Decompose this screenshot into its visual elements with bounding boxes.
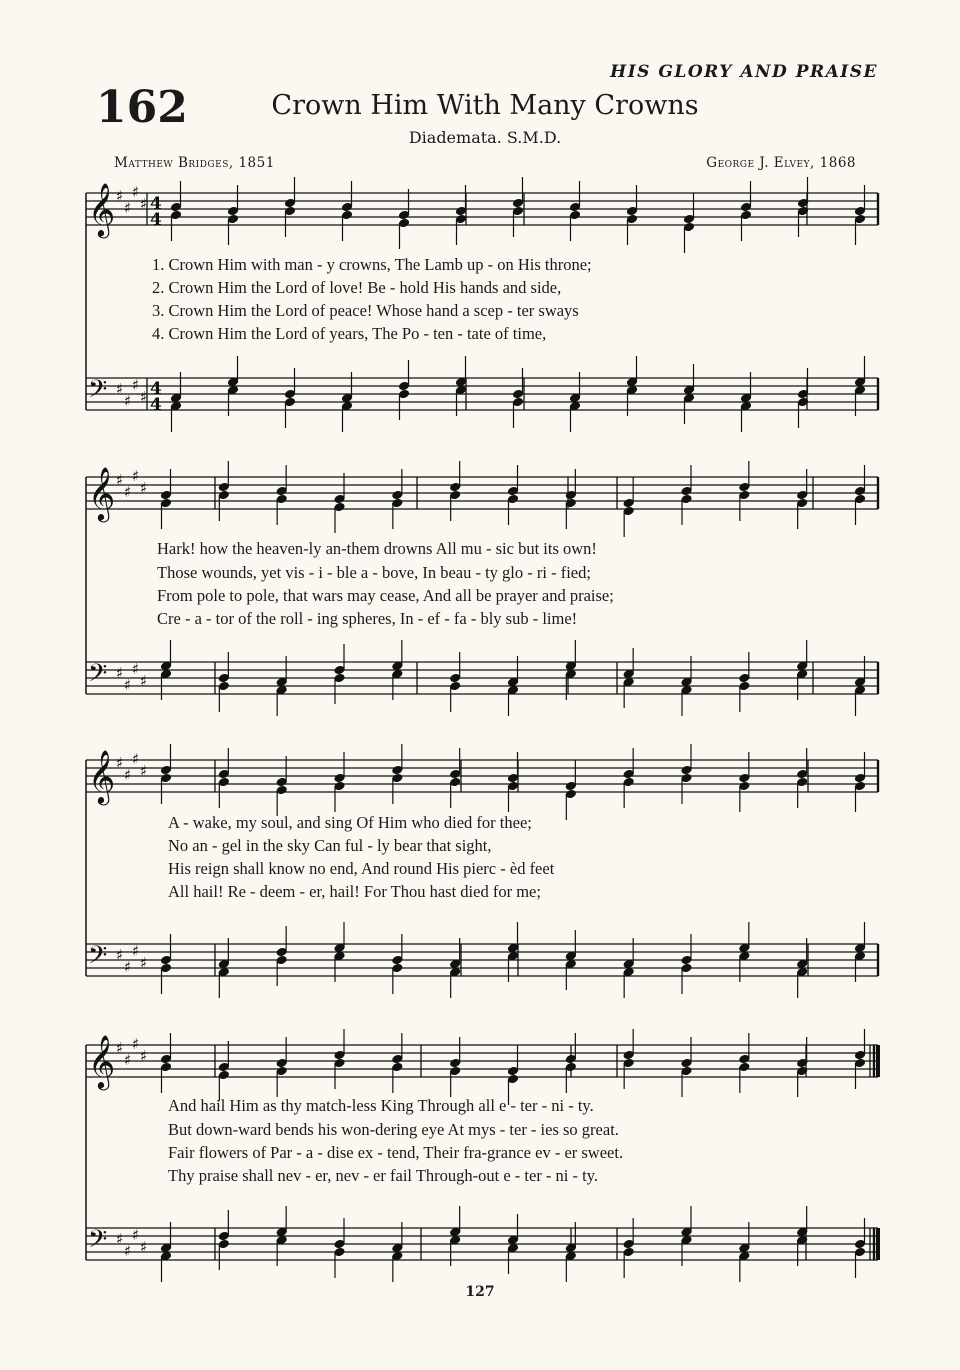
time-signature-bottom: 4	[150, 395, 162, 415]
bass-clef-icon: 𝄢	[88, 659, 108, 694]
sharp-icon: ♯	[132, 467, 140, 485]
sharp-icon: ♯	[116, 1230, 124, 1248]
bass-clef-icon: 𝄢	[88, 1225, 108, 1260]
lyric-line: Fair flowers of Par - a - dise ex - tend, Their fra-grance ev - er sweet.	[168, 1143, 624, 1162]
sharp-icon: ♯	[124, 1242, 132, 1260]
sharp-icon: ♯	[132, 942, 140, 960]
lyric-line: Cre - a - tor of the roll - ing spheres, In - ef - fa - bly sub - lime!	[157, 609, 578, 628]
hymn-title: Crown Him With Many Crowns	[271, 90, 699, 121]
lyric-line: All hail! Re - deem - er, hail! For Thou hast died for me;	[168, 882, 541, 901]
sharp-icon: ♯	[140, 479, 148, 497]
sharp-icon: ♯	[140, 672, 148, 690]
time-signature-top: 4	[150, 379, 162, 399]
sharp-icon: ♯	[124, 958, 132, 976]
sharp-icon: ♯	[132, 660, 140, 678]
lyric-line: 2. Crown Him the Lord of love! Be - hold His hands and side,	[152, 278, 562, 297]
sharp-icon: ♯	[140, 1238, 148, 1256]
sharp-icon: ♯	[140, 762, 148, 780]
lyric-line: 4. Crown Him the Lord of years, The Po - ten - tate of time,	[152, 324, 547, 343]
lyric-line: Those wounds, yet vis - i - ble a - bove, In beau - ty glo - ri - fied;	[157, 563, 591, 582]
sharp-icon: ♯	[132, 1226, 140, 1244]
sharp-icon: ♯	[116, 1039, 124, 1057]
treble-clef-icon: 𝄞	[88, 749, 116, 803]
sharp-icon: ♯	[140, 388, 148, 406]
sharp-icon: ♯	[124, 199, 132, 217]
sharp-icon: ♯	[124, 392, 132, 410]
sharp-icon: ♯	[132, 750, 140, 768]
section-title: HIS GLORY AND PRAISE	[610, 62, 878, 82]
treble-clef-icon: 𝄞	[88, 182, 116, 236]
time-signature-bottom: 4	[150, 210, 162, 230]
treble-clef-icon: 𝄞	[88, 1034, 116, 1088]
treble-clef-icon: 𝄞	[88, 466, 116, 520]
sharp-icon: ♯	[140, 1047, 148, 1065]
sharp-icon: ♯	[116, 187, 124, 205]
lyric-line: From pole to pole, that wars may cease, And all be prayer and praise;	[157, 586, 614, 605]
page-number: 127	[465, 1284, 495, 1300]
sharp-icon: ♯	[124, 483, 132, 501]
sharp-icon: ♯	[124, 1051, 132, 1069]
lyric-line: 1. Crown Him with man - y crowns, The Lamb up - on His throne;	[152, 255, 592, 274]
lyric-line: 3. Crown Him the Lord of peace! Whose hand a scep - ter sways	[152, 301, 579, 320]
sharp-icon: ♯	[124, 766, 132, 784]
tune-name: Diademata. S.M.D.	[408, 128, 562, 147]
sharp-icon: ♯	[132, 183, 140, 201]
bass-clef-icon: 𝄢	[88, 375, 108, 410]
lyric-line: And hail Him as thy match-less King Through all e - ter - ni - ty.	[168, 1096, 594, 1115]
lyric-line: His reign shall know no end, And round His pierc - èd feet	[168, 859, 555, 878]
lyric-line: No an - gel in the sky Can ful - ly bear that sight,	[168, 836, 492, 855]
bass-clef-icon: 𝄢	[88, 941, 108, 976]
sharp-icon: ♯	[124, 676, 132, 694]
sharp-icon: ♯	[116, 754, 124, 772]
lyric-line: Hark! how the heaven-ly an-them drowns All mu - sic but its own!	[157, 539, 597, 558]
sharp-icon: ♯	[140, 195, 148, 213]
time-signature-top: 4	[150, 194, 162, 214]
lyric-line: But down-ward bends his won-dering eye At mys - ter - ies so great.	[168, 1120, 619, 1139]
composer-credit: George J. Elvey, 1868	[706, 155, 856, 171]
sharp-icon: ♯	[116, 471, 124, 489]
sharp-icon: ♯	[116, 664, 124, 682]
lyric-line: A - wake, my soul, and sing Of Him who died for thee;	[168, 813, 532, 832]
hymn-number: 162	[96, 82, 188, 133]
sharp-icon: ♯	[132, 1035, 140, 1053]
sharp-icon: ♯	[116, 380, 124, 398]
sharp-icon: ♯	[140, 954, 148, 972]
author-credit: Matthew Bridges, 1851	[114, 155, 275, 171]
sharp-icon: ♯	[116, 946, 124, 964]
lyric-line: Thy praise shall nev - er, nev - er fail Through-out e - ter - ni - ty.	[168, 1166, 599, 1185]
sharp-icon: ♯	[132, 376, 140, 394]
